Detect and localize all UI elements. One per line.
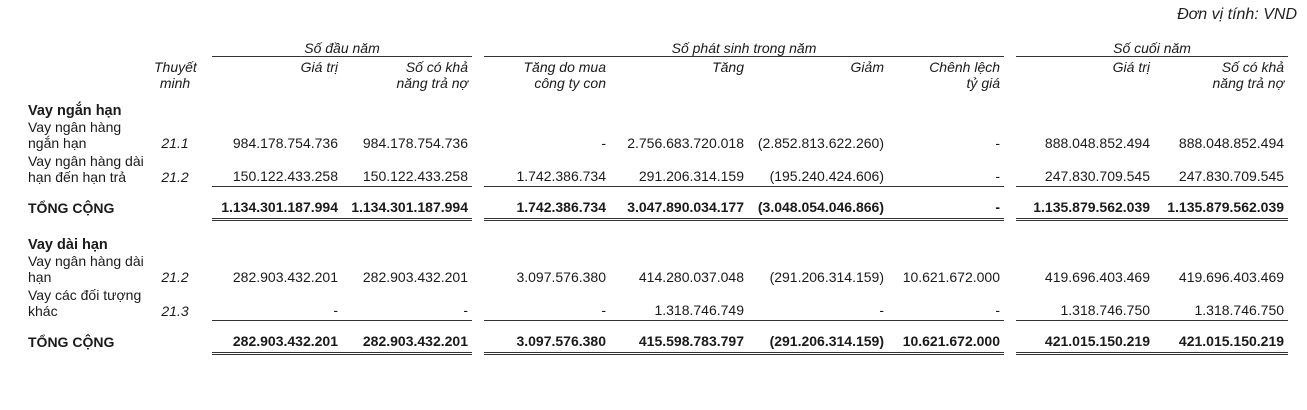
total-label: TỔNG CỘNG — [28, 334, 115, 350]
cell: 1.318.746.750 — [1154, 287, 1288, 321]
cell: 291.206.314.159 — [610, 153, 748, 187]
row-note: 21.3 — [161, 303, 189, 319]
cell: 419.696.403.469 — [1044, 269, 1151, 285]
cell: - — [888, 287, 1004, 321]
column-header-row — [24, 57, 1288, 93]
cell: - — [995, 135, 1001, 151]
section-long-term — [24, 221, 1288, 253]
group-closing: Số cuối năm — [1016, 34, 1288, 57]
cell: - — [212, 287, 342, 321]
cell: 3.047.890.034.177 — [610, 187, 748, 221]
row-label: Vay ngân hàng dài hạn — [28, 253, 144, 285]
col-open-value: Giá trị — [300, 59, 338, 75]
total-row-short-term — [24, 187, 1288, 221]
cell: 1.318.746.750 — [1016, 287, 1154, 321]
row-note: 21.1 — [161, 135, 189, 151]
cell: 415.598.783.797 — [610, 321, 748, 355]
cell: 247.830.709.545 — [1016, 153, 1154, 187]
col-fx-difference: Chênh lệch tỷ giá — [929, 59, 1001, 91]
cell: 984.178.754.736 — [362, 135, 468, 151]
col-acquisition: Tăng do mua công ty con — [523, 59, 606, 91]
cell: 1.134.301.187.994 — [342, 187, 472, 221]
table-row — [24, 153, 1288, 187]
group-header-row — [24, 34, 1288, 57]
cell: 282.903.432.201 — [342, 321, 472, 355]
unit-label: Đơn vị tính: VND — [1177, 6, 1297, 23]
col-close-value: Giá trị — [1112, 59, 1151, 75]
loans-table — [24, 34, 1288, 355]
cell: (3.048.054.046.866) — [748, 187, 888, 221]
cell: 421.015.150.219 — [1154, 321, 1288, 355]
cell: 1.135.879.562.039 — [1154, 187, 1288, 221]
cell: 3.097.576.380 — [516, 269, 606, 285]
cell: (291.206.314.159) — [748, 321, 888, 355]
col-open-payable: Số có khả năng trả nợ — [396, 59, 468, 91]
cell: 10.621.672.000 — [902, 269, 1001, 285]
cell: 150.122.433.258 — [342, 153, 472, 187]
cell: 282.903.432.201 — [212, 321, 342, 355]
cell: - — [601, 135, 606, 151]
cell: 2.756.683.720.018 — [627, 135, 744, 151]
cell: (2.852.813.622.260) — [757, 135, 884, 151]
cell: - — [484, 287, 610, 321]
table-row — [24, 119, 1288, 153]
row-note: 21.2 — [161, 269, 189, 285]
total-row-long-term — [24, 321, 1288, 355]
section-short-term — [24, 93, 1288, 119]
cell: 419.696.403.469 — [1178, 269, 1285, 285]
cell: 1.134.301.187.994 — [212, 187, 342, 221]
cell: 10.621.672.000 — [888, 321, 1004, 355]
cell: - — [748, 287, 888, 321]
cell: 421.015.150.219 — [1016, 321, 1154, 355]
row-note: 21.2 — [161, 169, 189, 185]
cell: 888.048.852.494 — [1178, 135, 1285, 151]
group-opening: Số đầu năm — [212, 34, 472, 57]
cell: 1.742.386.734 — [484, 187, 610, 221]
cell: 888.048.852.494 — [1044, 135, 1151, 151]
cell: - — [888, 187, 1004, 221]
table-row — [24, 287, 1288, 321]
col-decrease: Giảm — [850, 59, 884, 75]
row-label: Vay ngân hàng dài hạn đến hạn trả — [28, 153, 144, 185]
cell: (195.240.424.606) — [748, 153, 888, 187]
table-row — [24, 253, 1288, 287]
cell: 414.280.037.048 — [638, 269, 744, 285]
cell: 282.903.432.201 — [232, 269, 338, 285]
row-label: Vay ngân hàng ngắn hạn — [28, 119, 122, 151]
col-note: Thuyết minh — [154, 59, 197, 91]
cell: - — [342, 287, 472, 321]
col-increase: Tăng — [712, 59, 744, 75]
section-title: Vay ngắn hạn — [28, 103, 122, 119]
cell: 1.318.746.749 — [610, 287, 748, 321]
group-movement: Số phát sinh trong năm — [484, 34, 1004, 57]
section-title: Vay dài hạn — [28, 237, 108, 253]
cell: 247.830.709.545 — [1154, 153, 1288, 187]
cell: 984.178.754.736 — [232, 135, 338, 151]
row-label: Vay các đối tượng khác — [28, 287, 142, 319]
cell: 282.903.432.201 — [362, 269, 468, 285]
total-label: TỔNG CỘNG — [28, 200, 115, 216]
cell: (291.206.314.159) — [769, 269, 884, 285]
cell: 3.097.576.380 — [484, 321, 610, 355]
cell: 1.742.386.734 — [484, 153, 610, 187]
cell: - — [888, 153, 1004, 187]
cell: 150.122.433.258 — [212, 153, 342, 187]
col-close-payable: Số có khả năng trả nợ — [1212, 59, 1285, 91]
cell: 1.135.879.562.039 — [1016, 187, 1154, 221]
